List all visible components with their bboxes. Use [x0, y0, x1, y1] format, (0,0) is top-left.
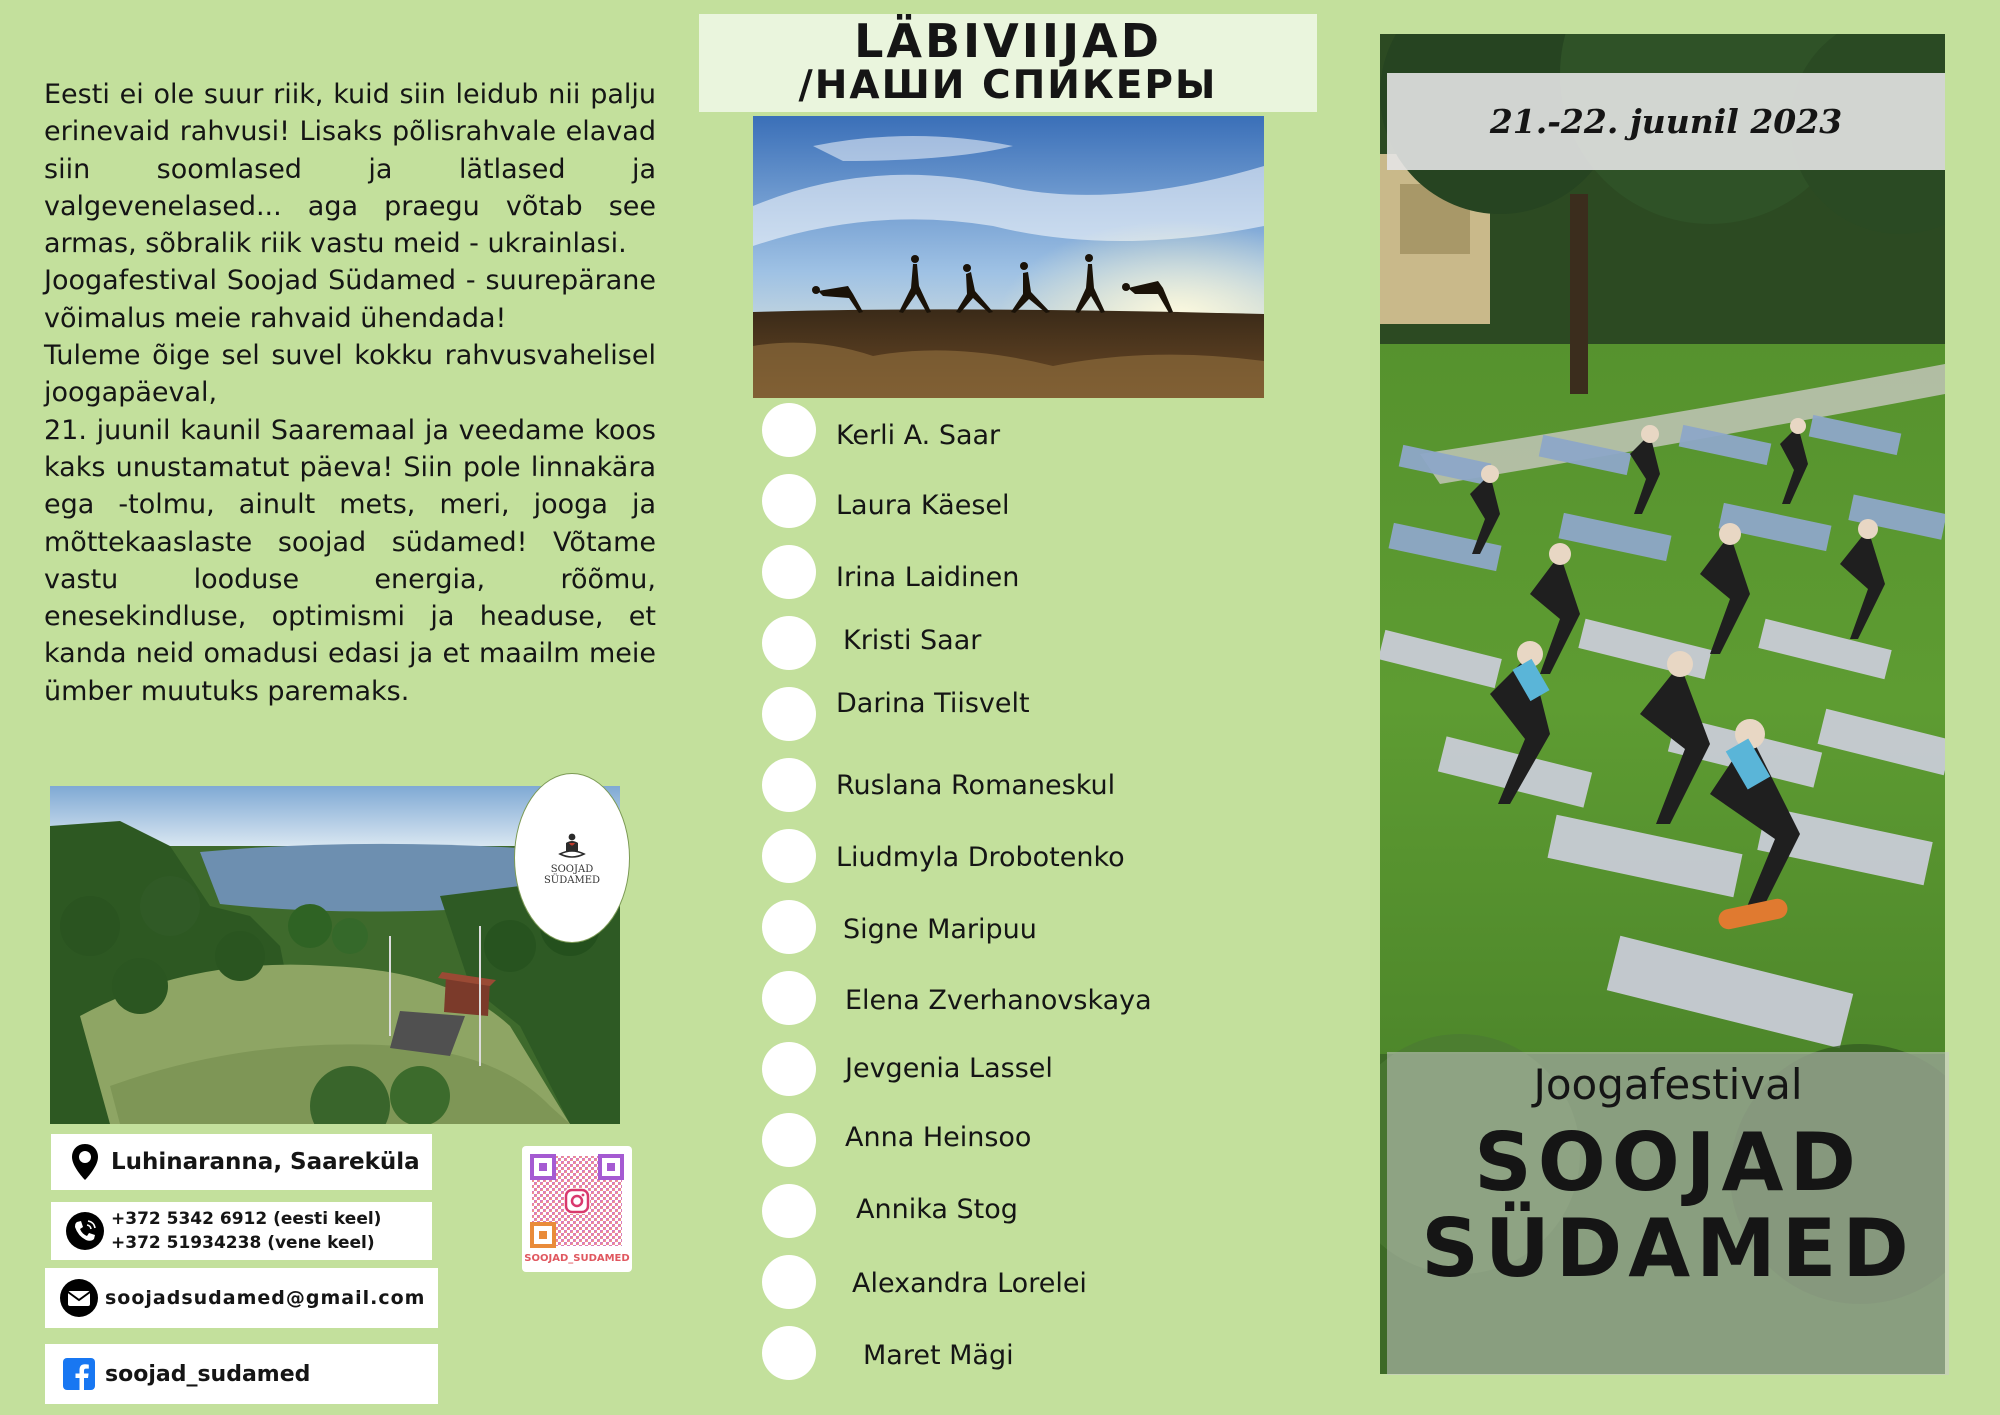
logo-text-line1: SOOJAD [550, 863, 594, 875]
festival-title-line2: SÜDAMED [1421, 1202, 1915, 1295]
speaker-name: Jevgenia Lassel [845, 1053, 1053, 1084]
intro-text [44, 76, 656, 710]
speaker-name: Darina Tiisvelt [836, 688, 1030, 719]
speaker-bullet [762, 687, 816, 741]
speaker-name: Annika Stog [856, 1194, 1018, 1225]
phone-contact [51, 1202, 432, 1260]
festival-title-line1: SOOJAD [1474, 1116, 1862, 1209]
location-contact [51, 1134, 432, 1190]
email-contact [45, 1268, 438, 1328]
speakers-title [699, 14, 1317, 112]
sunset-yoga-photo [753, 116, 1264, 398]
speaker-bullet [762, 403, 816, 457]
speaker-name: Anna Heinsoo [845, 1122, 1032, 1153]
envelope-icon [59, 1278, 99, 1318]
speaker-name: Maret Mägi [863, 1340, 1014, 1371]
festival-logo [514, 773, 630, 943]
speaker-bullet [762, 1113, 816, 1167]
instagram-qr-code[interactable] [522, 1146, 632, 1272]
speaker-name: Kristi Saar [843, 625, 982, 656]
intro-paragraph: Tuleme õige sel suvel kokku rahvusvahelisel joogapäeval, [44, 340, 656, 409]
festival-name-box [1387, 1052, 1949, 1375]
intro-paragraph: 21. juunil kaunil Saaremaal ja veedame koos kaks unustamatut päeva! Siin pole linnakära ega -tolmu, ainult mets, meri, jooga ja mõttekaaslaste soojad südamed! Võtame vastu looduse energia, rõõmu, enesekindluse, optimismi ja headuse, et kanda neid omadusi edasi ja et maailm meie ümber muutuks paremaks. [44, 414, 656, 707]
speaker-name: Kerli A. Saar [836, 420, 1001, 451]
speakers-title-russian: /НАШИ СПИКЕРЫ [798, 63, 1218, 108]
speaker-name: Signe Maripuu [843, 914, 1037, 945]
speaker-bullet [762, 1042, 816, 1096]
festival-subtitle: Joogafestival [1533, 1060, 1803, 1109]
phone-estonian[interactable]: +372 5342 6912 (eesti keel) [111, 1209, 382, 1229]
qr-label: SOOJAD_SUDAMED [524, 1253, 630, 1264]
speaker-name: Elena Zverhanovskaya [845, 985, 1152, 1016]
instagram-icon [564, 1188, 590, 1214]
phone-icon [65, 1211, 105, 1251]
map-pin-icon [65, 1142, 105, 1182]
speakers-title-estonian: LÄBIVIIJAD [854, 14, 1162, 68]
intro-paragraph: Eesti ei ole suur riik, kuid siin leidub nii palju erinevaid rahvusi! Lisaks põlisrahvale elavad siin soomlased ja lätlased ja valgevenelased... aga praegu võtab see armas, sõbralik riik vastu meid - ukrainlasi. [44, 79, 656, 260]
location-text: Luhinaranna, Saareküla [111, 1149, 420, 1175]
speaker-name: Laura Käesel [836, 490, 1010, 521]
speaker-bullet [762, 1255, 816, 1309]
facebook-icon [59, 1354, 99, 1394]
speaker-name: Irina Laidinen [836, 562, 1020, 593]
email-link[interactable]: soojadsudamed@gmail.com [105, 1287, 426, 1309]
speaker-name: Alexandra Lorelei [852, 1268, 1087, 1299]
speaker-bullet [762, 758, 816, 812]
phone-russian[interactable]: +372 51934238 (vene keel) [111, 1233, 375, 1253]
facebook-handle[interactable]: soojad_sudamed [105, 1361, 311, 1387]
facebook-contact [45, 1344, 438, 1404]
speaker-bullet [762, 900, 816, 954]
intro-paragraph: Joogafestival Soojad Südamed - suurepärane võimalus meie rahvaid ühendada! [44, 265, 656, 334]
speaker-bullet [762, 616, 816, 670]
logo-text-line2: SÜDAMED [543, 874, 601, 886]
speaker-bullet [762, 1326, 816, 1380]
speaker-bullet [762, 1184, 816, 1238]
festival-date: 21.-22. juunil 2023 [1387, 73, 1945, 170]
speaker-name: Liudmyla Drobotenko [836, 842, 1125, 873]
speaker-bullet [762, 545, 816, 599]
speaker-bullet [762, 829, 816, 883]
speaker-bullet [762, 474, 816, 528]
lotus-meditation-icon [557, 831, 587, 861]
speaker-name: Ruslana Romaneskul [836, 770, 1116, 801]
speaker-bullet [762, 971, 816, 1025]
